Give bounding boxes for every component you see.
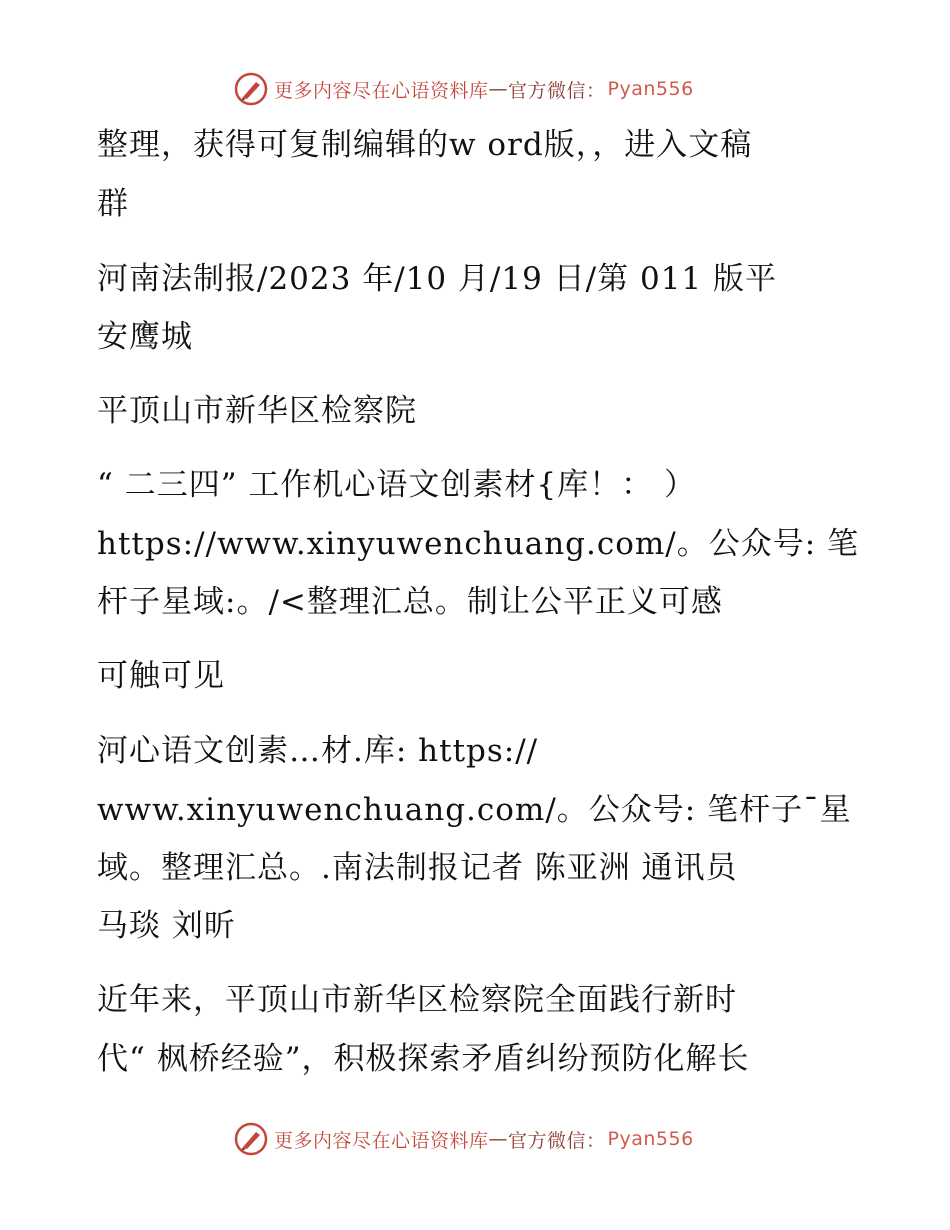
text-line: 可触可见: [97, 658, 225, 694]
header-watermark: [234, 70, 694, 108]
pen-logo-icon: [234, 1122, 268, 1156]
watermark-text: 更多内容尽在心语资料库: [274, 79, 489, 102]
text-line: 河心语文创素…材.库: https://: [97, 733, 539, 769]
text-line: 代“ 枫桥经验”，积极探索矛盾纠纷预防化解长: [97, 1041, 750, 1077]
watermark-wechat-id: Pyan556: [607, 1128, 694, 1150]
text-line: https://www.xinyuwenchuang.com/。公众号: 笔: [97, 526, 860, 562]
text-line: 整理，获得可复制编辑的w ord版，，进入文稿: [97, 127, 753, 163]
watermark-wechat-label: 官方微信：: [508, 79, 606, 102]
pen-logo-icon: [234, 72, 268, 106]
text-line: 杆子星域:。/<整理汇总。制让公平正义可感: [97, 584, 723, 620]
text-line: “ 二三四” 工作机心语文创素材{库！： ）: [97, 467, 696, 503]
watermark-text: 更多内容尽在心语资料库: [274, 1129, 489, 1152]
watermark-dash: —: [488, 78, 509, 100]
text-line: 马琰 刘昕: [97, 908, 236, 944]
text-line: www.xinyuwenchuang.com/。公众号: 笔杆子¯星: [97, 792, 852, 828]
text-line: 群: [97, 186, 129, 222]
text-line: 安鹰城: [97, 319, 193, 355]
text-line: 域。整理汇总。.南法制报记者 陈亚洲 通讯员: [97, 850, 738, 886]
text-line: 近年来，平顶山市新华区检察院全面践行新时: [97, 982, 737, 1018]
watermark-dash: —: [488, 1128, 509, 1150]
watermark-wechat-label: 官方微信：: [508, 1129, 606, 1152]
watermark-wechat-id: Pyan556: [607, 78, 694, 100]
text-line: 平顶山市新华区检察院: [97, 393, 417, 429]
footer-watermark: [234, 1120, 694, 1158]
text-line: 河南法制报/2023 年/10 月/19 日/第 011 版平: [97, 261, 778, 297]
